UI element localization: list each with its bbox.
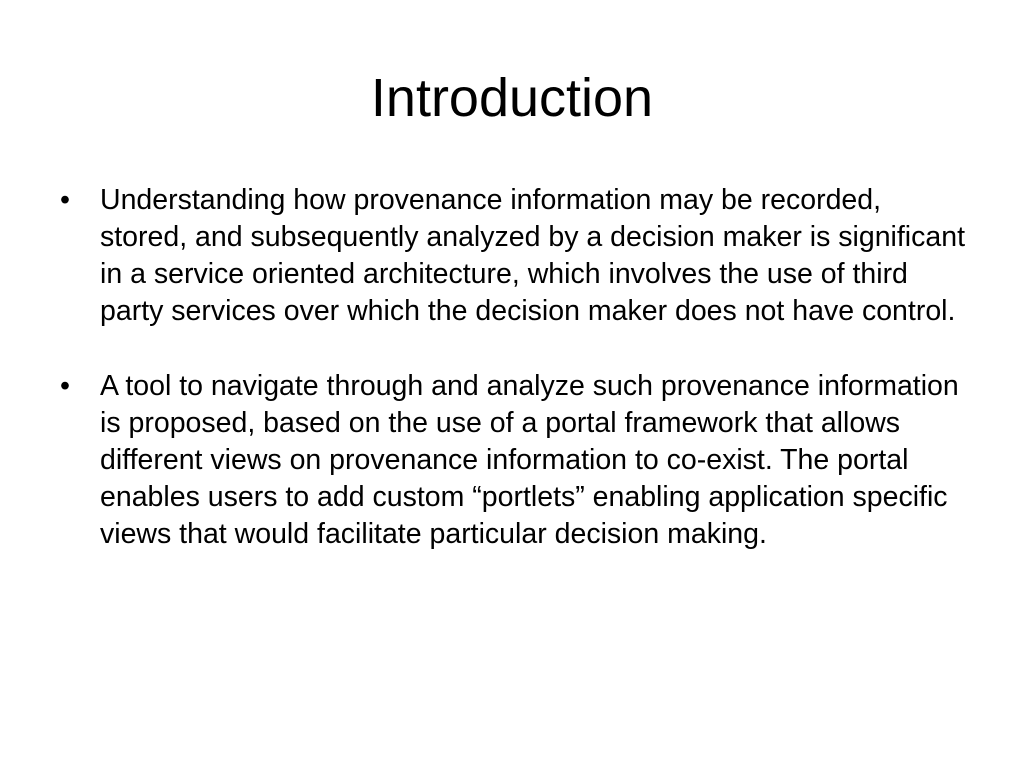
bullet-item: [60, 368, 965, 553]
bullet-marker: •: [60, 370, 70, 402]
bullet-list: [60, 182, 965, 591]
bullet-item: [60, 182, 965, 330]
bullet-marker: •: [60, 184, 70, 216]
bullet-text: Understanding how provenance information may be recorded, stored, and subsequently analyzed by a decision maker is significant in a service oriented architecture, which involves the use of third party services over which the decision maker does not have control.: [100, 184, 965, 327]
bullet-text: A tool to navigate through and analyze such provenance information is proposed, based on the use of a portal framework that allows different views on provenance information to co-exist. The portal enables users to add custom “portlets” enabling application specific views that would facilitate particular decision making.: [100, 370, 959, 550]
slide-title: Introduction: [370, 68, 654, 128]
